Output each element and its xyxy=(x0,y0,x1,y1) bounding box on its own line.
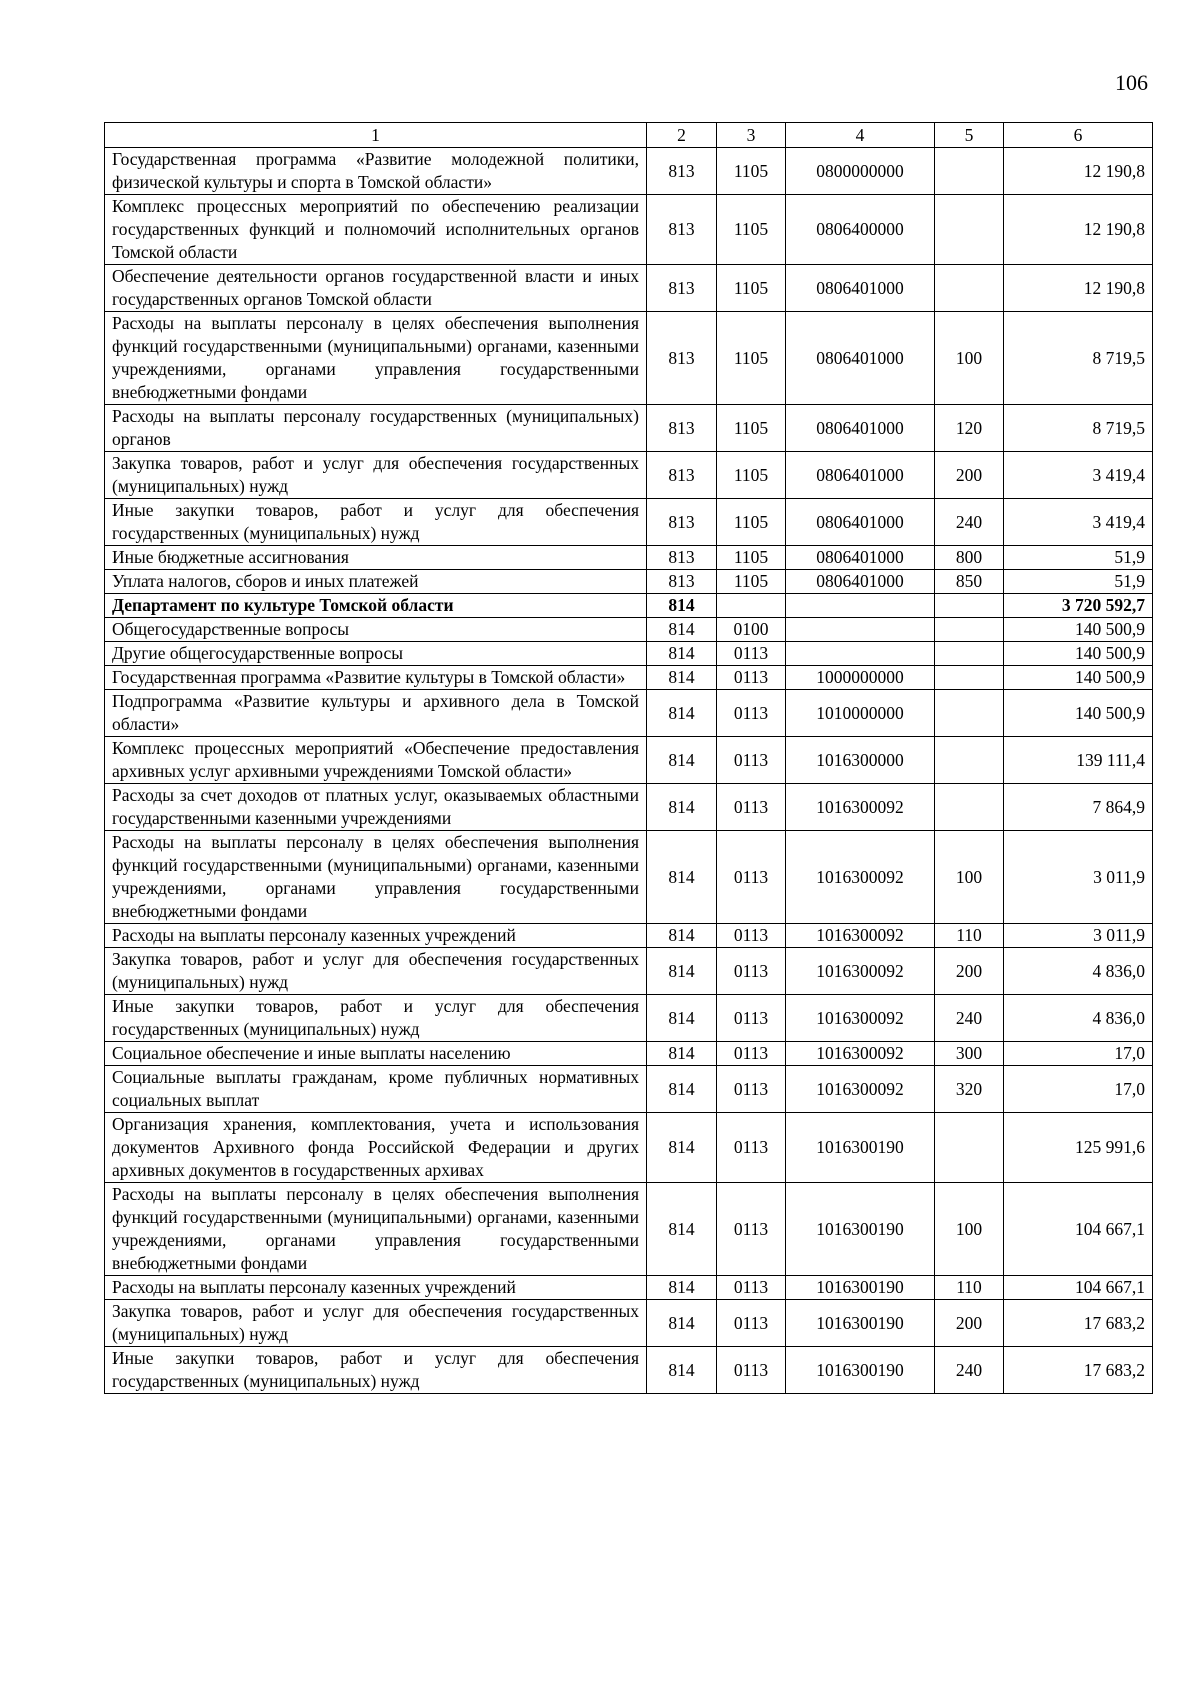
row-section-code: 1105 xyxy=(717,195,786,265)
row-target-code: 1016300092 xyxy=(786,1066,935,1113)
row-name: Расходы на выплаты персоналу казенных учреждений xyxy=(105,1276,647,1300)
row-amount: 3 419,4 xyxy=(1004,452,1153,499)
table-row xyxy=(105,1276,1153,1300)
row-admin-code: 813 xyxy=(647,546,717,570)
table-row xyxy=(105,1300,1153,1347)
row-name: Организация хранения, комплектования, учета и использования документов Архивного фонда Российской Федерации и других архивных документов в государственных архивах xyxy=(105,1113,647,1183)
row-name: Иные закупки товаров, работ и услуг для обеспечения государственных (муниципальных) нужд xyxy=(105,995,647,1042)
row-section-code: 1105 xyxy=(717,499,786,546)
row-amount: 4 836,0 xyxy=(1004,948,1153,995)
row-amount: 140 500,9 xyxy=(1004,618,1153,642)
row-section-code: 1105 xyxy=(717,405,786,452)
row-expense-type xyxy=(935,666,1004,690)
row-target-code: 1000000000 xyxy=(786,666,935,690)
header-row xyxy=(105,123,1153,148)
table-row xyxy=(105,594,1153,618)
row-target-code: 0806401000 xyxy=(786,499,935,546)
row-expense-type: 200 xyxy=(935,948,1004,995)
table-row xyxy=(105,265,1153,312)
row-expense-type: 200 xyxy=(935,452,1004,499)
header-cell-5: 5 xyxy=(935,123,1004,148)
row-target-code xyxy=(786,618,935,642)
row-expense-type: 110 xyxy=(935,1276,1004,1300)
row-name: Общегосударственные вопросы xyxy=(105,618,647,642)
table-row xyxy=(105,784,1153,831)
row-admin-code: 813 xyxy=(647,405,717,452)
row-name: Иные бюджетные ассигнования xyxy=(105,546,647,570)
table-row xyxy=(105,452,1153,499)
row-amount: 12 190,8 xyxy=(1004,265,1153,312)
row-name: Расходы на выплаты персоналу в целях обеспечения выполнения функций государственными (муниципальными) органами, казенными учреждениями, органами управления государственными внебюджетными фондами xyxy=(105,312,647,405)
row-name: Расходы на выплаты персоналу казенных учреждений xyxy=(105,924,647,948)
row-amount: 140 500,9 xyxy=(1004,666,1153,690)
table-row xyxy=(105,1347,1153,1394)
row-target-code: 1016300190 xyxy=(786,1113,935,1183)
budget-table xyxy=(104,122,1153,1394)
row-amount: 104 667,1 xyxy=(1004,1276,1153,1300)
row-expense-type: 240 xyxy=(935,995,1004,1042)
row-admin-code: 814 xyxy=(647,737,717,784)
row-name: Другие общегосударственные вопросы xyxy=(105,642,647,666)
row-section-code: 0113 xyxy=(717,1276,786,1300)
header-cell-2: 2 xyxy=(647,123,717,148)
header-cell-4: 4 xyxy=(786,123,935,148)
row-name: Расходы на выплаты персоналу в целях обеспечения выполнения функций государственными (муниципальными) органами, казенными учреждениями, органами управления государственными внебюджетными фондами xyxy=(105,831,647,924)
row-amount: 140 500,9 xyxy=(1004,690,1153,737)
table-row xyxy=(105,618,1153,642)
row-amount: 139 111,4 xyxy=(1004,737,1153,784)
row-expense-type: 200 xyxy=(935,1300,1004,1347)
row-expense-type: 100 xyxy=(935,312,1004,405)
row-section-code: 0113 xyxy=(717,642,786,666)
row-target-code: 1016300190 xyxy=(786,1300,935,1347)
row-expense-type xyxy=(935,1113,1004,1183)
row-target-code: 0806401000 xyxy=(786,570,935,594)
row-name: Комплекс процессных мероприятий «Обеспечение предоставления архивных услуг архивными учреждениями Томской области» xyxy=(105,737,647,784)
row-amount: 17 683,2 xyxy=(1004,1300,1153,1347)
row-section-code: 1105 xyxy=(717,452,786,499)
row-target-code: 0800000000 xyxy=(786,148,935,195)
row-section-code: 0113 xyxy=(717,1183,786,1276)
row-section-code: 1105 xyxy=(717,148,786,195)
row-admin-code: 814 xyxy=(647,594,717,618)
table-row xyxy=(105,1113,1153,1183)
row-target-code: 1016300092 xyxy=(786,995,935,1042)
table-row xyxy=(105,948,1153,995)
row-expense-type xyxy=(935,195,1004,265)
row-admin-code: 813 xyxy=(647,452,717,499)
row-target-code: 0806401000 xyxy=(786,546,935,570)
row-amount: 140 500,9 xyxy=(1004,642,1153,666)
row-name: Иные закупки товаров, работ и услуг для обеспечения государственных (муниципальных) нужд xyxy=(105,499,647,546)
table-row xyxy=(105,737,1153,784)
row-expense-type: 320 xyxy=(935,1066,1004,1113)
row-name: Расходы за счет доходов от платных услуг, оказываемых областными государственными казенными учреждениями xyxy=(105,784,647,831)
row-target-code: 0806400000 xyxy=(786,195,935,265)
row-admin-code: 814 xyxy=(647,1347,717,1394)
row-name: Подпрограмма «Развитие культуры и архивного дела в Томской области» xyxy=(105,690,647,737)
row-admin-code: 814 xyxy=(647,618,717,642)
row-name: Расходы на выплаты персоналу в целях обеспечения выполнения функций государственными (муниципальными) органами, казенными учреждениями, органами управления государственными внебюджетными фондами xyxy=(105,1183,647,1276)
row-section-code: 0113 xyxy=(717,666,786,690)
table-row xyxy=(105,924,1153,948)
row-name: Государственная программа «Развитие молодежной политики, физической культуры и спорта в Томской области» xyxy=(105,148,647,195)
row-expense-type: 110 xyxy=(935,924,1004,948)
row-section-code: 1105 xyxy=(717,570,786,594)
row-expense-type xyxy=(935,594,1004,618)
header-cell-3: 3 xyxy=(717,123,786,148)
row-section-code: 1105 xyxy=(717,546,786,570)
row-name: Государственная программа «Развитие культуры в Томской области» xyxy=(105,666,647,690)
row-name: Расходы на выплаты персоналу государственных (муниципальных) органов xyxy=(105,405,647,452)
row-amount: 125 991,6 xyxy=(1004,1113,1153,1183)
row-expense-type: 240 xyxy=(935,499,1004,546)
row-section-code: 0113 xyxy=(717,1042,786,1066)
row-expense-type: 300 xyxy=(935,1042,1004,1066)
row-amount: 3 419,4 xyxy=(1004,499,1153,546)
row-admin-code: 814 xyxy=(647,642,717,666)
row-expense-type: 800 xyxy=(935,546,1004,570)
row-admin-code: 814 xyxy=(647,690,717,737)
row-amount: 8 719,5 xyxy=(1004,405,1153,452)
row-amount: 17,0 xyxy=(1004,1066,1153,1113)
row-expense-type xyxy=(935,784,1004,831)
row-expense-type xyxy=(935,618,1004,642)
row-name: Обеспечение деятельности органов государственной власти и иных государственных органов Томской области xyxy=(105,265,647,312)
row-admin-code: 814 xyxy=(647,1183,717,1276)
row-name: Закупка товаров, работ и услуг для обеспечения государственных (муниципальных) нужд xyxy=(105,948,647,995)
row-target-code: 1016300092 xyxy=(786,948,935,995)
header-cell-1: 1 xyxy=(105,123,647,148)
row-admin-code: 813 xyxy=(647,499,717,546)
row-target-code: 1016300092 xyxy=(786,831,935,924)
row-target-code: 1016300190 xyxy=(786,1276,935,1300)
row-amount: 51,9 xyxy=(1004,570,1153,594)
table-row xyxy=(105,1066,1153,1113)
row-section-code xyxy=(717,594,786,618)
row-admin-code: 814 xyxy=(647,948,717,995)
row-section-code: 0113 xyxy=(717,1066,786,1113)
row-amount: 7 864,9 xyxy=(1004,784,1153,831)
row-amount: 3 720 592,7 xyxy=(1004,594,1153,618)
table-row xyxy=(105,642,1153,666)
row-expense-type: 240 xyxy=(935,1347,1004,1394)
row-expense-type: 100 xyxy=(935,831,1004,924)
row-admin-code: 814 xyxy=(647,831,717,924)
row-expense-type xyxy=(935,737,1004,784)
row-amount: 3 011,9 xyxy=(1004,831,1153,924)
row-section-code: 0113 xyxy=(717,1113,786,1183)
row-section-code: 0113 xyxy=(717,1347,786,1394)
row-name: Закупка товаров, работ и услуг для обеспечения государственных (муниципальных) нужд xyxy=(105,1300,647,1347)
row-target-code: 1016300000 xyxy=(786,737,935,784)
row-admin-code: 814 xyxy=(647,1113,717,1183)
row-target-code xyxy=(786,642,935,666)
row-expense-type: 100 xyxy=(935,1183,1004,1276)
table-row xyxy=(105,1183,1153,1276)
row-target-code: 1016300092 xyxy=(786,924,935,948)
row-admin-code: 813 xyxy=(647,148,717,195)
table-row xyxy=(105,546,1153,570)
table-row xyxy=(105,148,1153,195)
row-target-code: 1016300190 xyxy=(786,1347,935,1394)
row-admin-code: 814 xyxy=(647,666,717,690)
row-admin-code: 813 xyxy=(647,265,717,312)
table-row xyxy=(105,405,1153,452)
row-section-code: 0113 xyxy=(717,784,786,831)
row-admin-code: 814 xyxy=(647,784,717,831)
row-target-code: 0806401000 xyxy=(786,312,935,405)
row-section-code: 1105 xyxy=(717,312,786,405)
table-row xyxy=(105,499,1153,546)
row-expense-type xyxy=(935,265,1004,312)
row-name: Департамент по культуре Томской области xyxy=(105,594,647,618)
page-number: 106 xyxy=(1115,70,1148,95)
row-amount: 51,9 xyxy=(1004,546,1153,570)
table-body xyxy=(105,148,1153,1394)
row-target-code: 0806401000 xyxy=(786,265,935,312)
table-row xyxy=(105,666,1153,690)
row-target-code: 0806401000 xyxy=(786,405,935,452)
row-section-code: 0113 xyxy=(717,831,786,924)
row-section-code: 0113 xyxy=(717,924,786,948)
row-target-code: 1016300092 xyxy=(786,1042,935,1066)
row-name: Комплекс процессных мероприятий по обеспечению реализации государственных функций и полномочий исполнительных органов Томской области xyxy=(105,195,647,265)
row-section-code: 0113 xyxy=(717,737,786,784)
row-expense-type xyxy=(935,642,1004,666)
row-section-code: 0100 xyxy=(717,618,786,642)
row-name: Социальные выплаты гражданам, кроме публичных нормативных социальных выплат xyxy=(105,1066,647,1113)
row-section-code: 1105 xyxy=(717,265,786,312)
row-admin-code: 814 xyxy=(647,1300,717,1347)
row-admin-code: 813 xyxy=(647,570,717,594)
row-target-code: 1016300092 xyxy=(786,784,935,831)
row-amount: 12 190,8 xyxy=(1004,195,1153,265)
row-section-code: 0113 xyxy=(717,948,786,995)
row-target-code xyxy=(786,594,935,618)
row-section-code: 0113 xyxy=(717,995,786,1042)
row-expense-type xyxy=(935,690,1004,737)
row-section-code: 0113 xyxy=(717,690,786,737)
row-name: Иные закупки товаров, работ и услуг для обеспечения государственных (муниципальных) нужд xyxy=(105,1347,647,1394)
row-amount: 104 667,1 xyxy=(1004,1183,1153,1276)
row-amount: 8 719,5 xyxy=(1004,312,1153,405)
row-admin-code: 814 xyxy=(647,924,717,948)
row-admin-code: 813 xyxy=(647,312,717,405)
row-name: Закупка товаров, работ и услуг для обеспечения государственных (муниципальных) нужд xyxy=(105,452,647,499)
row-expense-type xyxy=(935,148,1004,195)
row-expense-type: 120 xyxy=(935,405,1004,452)
table-row xyxy=(105,570,1153,594)
row-target-code: 0806401000 xyxy=(786,452,935,499)
row-admin-code: 814 xyxy=(647,1042,717,1066)
table-row xyxy=(105,312,1153,405)
header-cell-6: 6 xyxy=(1004,123,1153,148)
table-row xyxy=(105,995,1153,1042)
row-admin-code: 813 xyxy=(647,195,717,265)
row-target-code: 1016300190 xyxy=(786,1183,935,1276)
row-admin-code: 814 xyxy=(647,995,717,1042)
row-amount: 12 190,8 xyxy=(1004,148,1153,195)
row-expense-type: 850 xyxy=(935,570,1004,594)
row-admin-code: 814 xyxy=(647,1276,717,1300)
table-row xyxy=(105,1042,1153,1066)
row-amount: 3 011,9 xyxy=(1004,924,1153,948)
row-admin-code: 814 xyxy=(647,1066,717,1113)
row-target-code: 1010000000 xyxy=(786,690,935,737)
row-amount: 4 836,0 xyxy=(1004,995,1153,1042)
table-row xyxy=(105,831,1153,924)
row-amount: 17,0 xyxy=(1004,1042,1153,1066)
table-row xyxy=(105,195,1153,265)
row-name: Социальное обеспечение и иные выплаты населению xyxy=(105,1042,647,1066)
row-section-code: 0113 xyxy=(717,1300,786,1347)
row-amount: 17 683,2 xyxy=(1004,1347,1153,1394)
table-row xyxy=(105,690,1153,737)
row-name: Уплата налогов, сборов и иных платежей xyxy=(105,570,647,594)
